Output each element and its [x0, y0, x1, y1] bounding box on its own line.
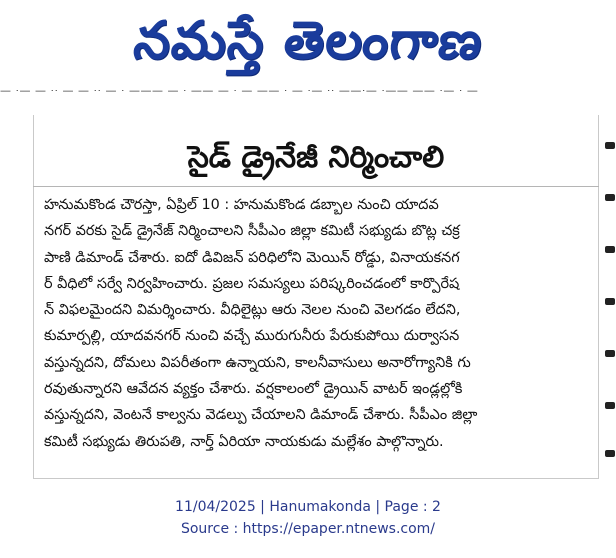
adjacent-column-glyph: [605, 298, 615, 305]
article-line: న్ విఫలమైందని విమర్శించారు. వీధిలైట్లు ఆరు నెలల నుంచి వెలగడం లేదని,: [44, 302, 461, 319]
adjacent-column-glyph: [605, 450, 615, 457]
article-headline: సైడ్ డ్రైనేజీ నిర్మించాలి: [187, 140, 445, 175]
article-line: వస్తున్నదని, దోమలు విపరీతంగా ఉన్నాయని, కాలనీవాసులు అనారోగ్యానికి గు: [44, 354, 471, 371]
article-body: [44, 192, 592, 455]
page-footer: [0, 496, 616, 540]
article-line: నగర్ వరకు సైడ్ డ్రైనేజ్ నిర్మించాలని సీపీఎం జిల్లా కమిటీ సభ్యుడు బొట్ల చక్ర: [44, 223, 460, 240]
adjacent-column-glyph: [605, 350, 615, 357]
adjacent-column-glyph: [605, 142, 615, 149]
article-line: రవుతున్నారని ఆవేదన వ్యక్తం చేశారు. వర్షకాలంలో డ్రైయిన్ వాటర్ ఇండ్లల్లోకి: [44, 381, 463, 398]
adjacent-column-glyph: [605, 402, 615, 409]
article-line: పాణి డిమాండ్ చేశారు. ఐదో డివిజన్ పరిధిలోని మెయిన్ రోడ్డు, వినాయకనగ: [44, 249, 460, 266]
clipped-previous-article-line: [0, 90, 616, 104]
adjacent-column-glyph: [605, 194, 615, 201]
edition-info: 11/04/2025 | Hanumakonda | Page : 2: [175, 499, 441, 515]
article-line: కుమార్పల్లి, యాదవనగర్ నుంచి వచ్చే మురుగునీరు పేరుకుపోయి దుర్వాసన: [44, 328, 460, 345]
headline-divider: [33, 186, 599, 187]
article-line: ర్ వీధిలో సర్వే నిర్వహించారు. ప్రజల సమస్యలు పరిష్కరించడంలో కార్పొరేష: [44, 275, 460, 292]
source-link[interactable]: Source : https://epaper.ntnews.com/: [180, 521, 436, 537]
newspaper-logo: నమస్తే తెలంగాణ: [130, 11, 486, 71]
article-line: హనుమకొండ చౌరస్తా, ఏప్రిల్ 10 : హనుమకొండ డబ్బాల నుంచి యాదవ: [44, 197, 439, 213]
adjacent-column-glyph: [605, 246, 615, 253]
clipped-text: — ·— — ·· — — ·· — · ——— — · —— — · — —— · — ·— ·· ——·— ·—— —— ·— · —: [0, 90, 479, 97]
adjacent-column-edge: [603, 132, 616, 462]
article-line: కమిటీ సభ్యుడు తిరుపతి, నార్త్ ఏరియా నాయకుడు మల్లేశం పాల్గొన్నారు.: [44, 433, 444, 450]
masthead: [0, 0, 616, 82]
article-line: వస్తున్నదని, వెంటనే కాల్వను వెడల్పు చేయాలని డిమాండ్ చేశారు. సీపీఎం జిల్లా: [44, 407, 478, 424]
